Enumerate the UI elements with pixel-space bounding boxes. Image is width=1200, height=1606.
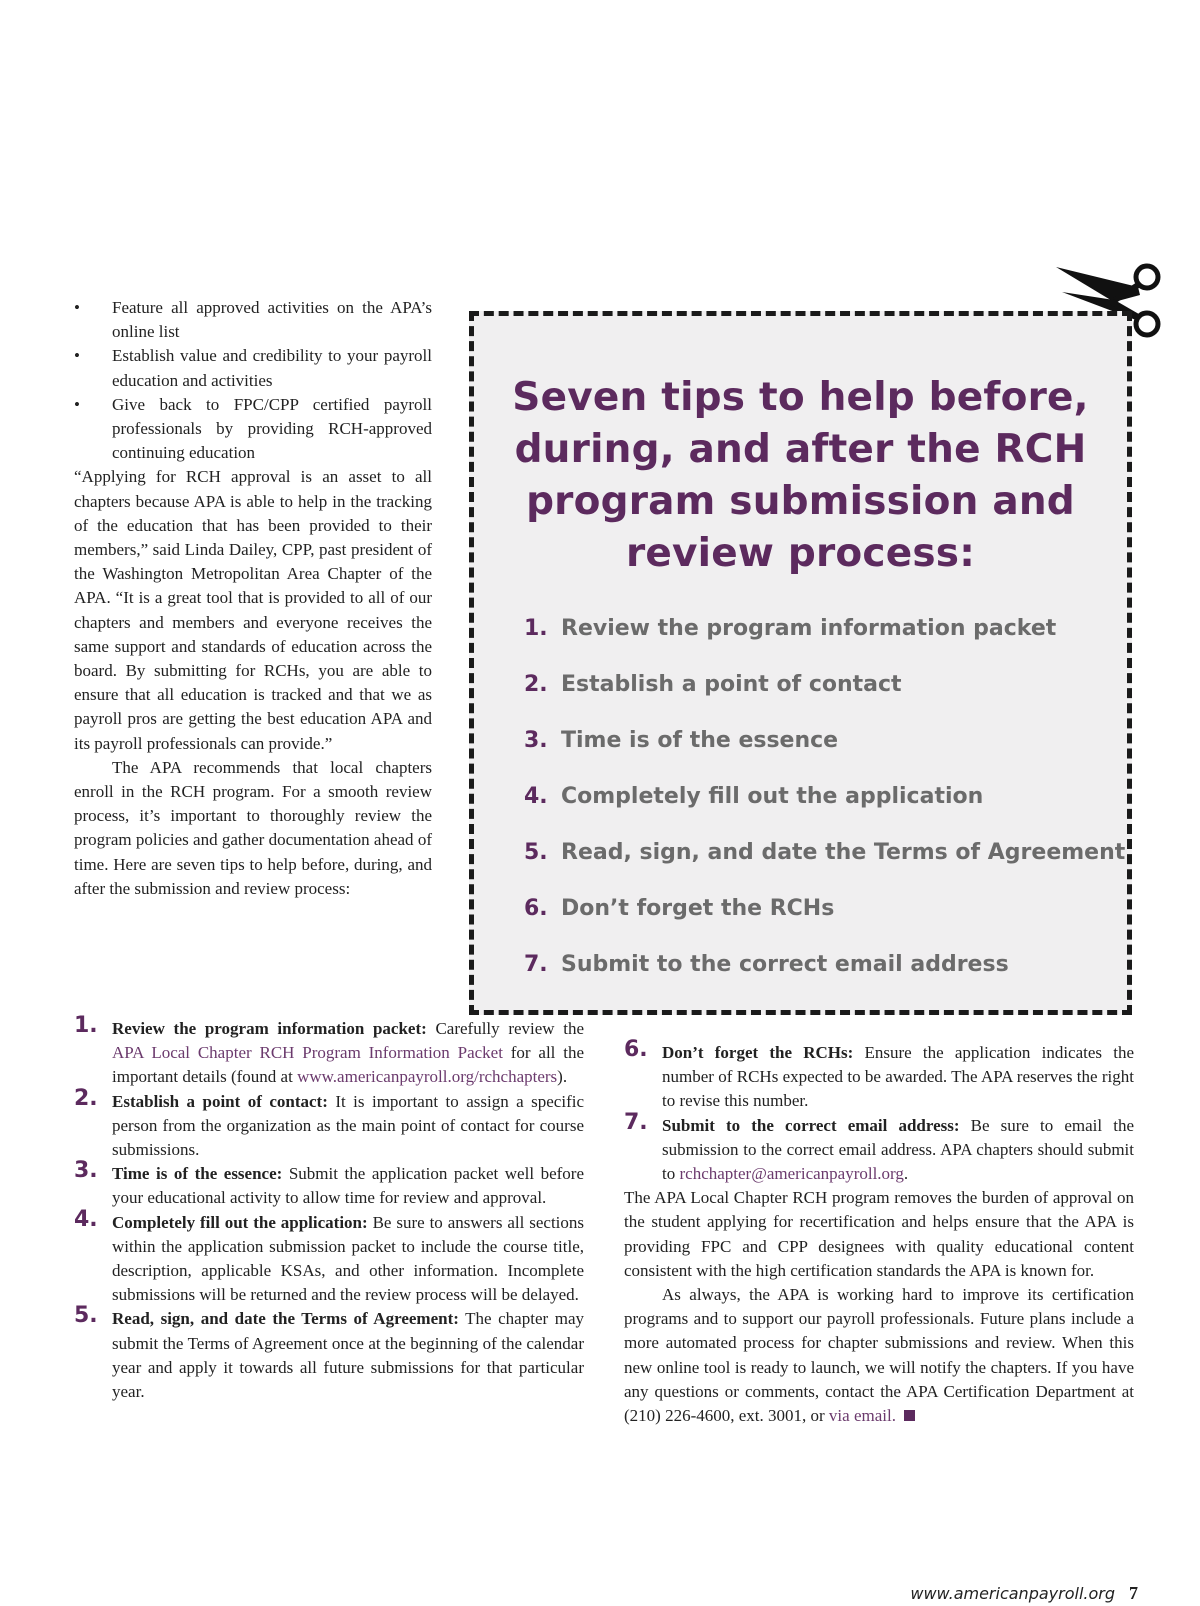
callout-tip-item — [524, 896, 1125, 952]
callout-tip-item — [524, 784, 1125, 840]
tip-number: 6. — [624, 1037, 648, 1062]
tip-6: 6. Don’t forget the RCHs: Ensure the application indicates the number of RCHs expected to be awarded. The APA reserves the right to revise this number. — [624, 1037, 1134, 1111]
tip-number: 6. — [524, 896, 548, 921]
tip-number: 2. — [74, 1085, 98, 1111]
bullet-icon: • — [74, 394, 80, 414]
closing-paragraph: The APA Local Chapter RCH program removes the burden of approval on the student applying for recertification and helps ensure that the APA is providing FPC and CPP designees with quality educational content consistent with the high certification standards the APA is known for. — [624, 1188, 1134, 1280]
tip-7: 7. Submit to the correct email address: Be sure to email the submission to the correct email address. APA chapters should submit to rchchapter@americanpayroll.org. — [624, 1109, 1134, 1184]
callout-tip-item — [524, 728, 1125, 784]
tip-text: Completely fill out the application — [561, 784, 984, 809]
benefit-item: • Give back to FPC/CPP certified payroll professionals by providing RCH-approved continuing education — [74, 394, 432, 463]
benefit-list — [74, 296, 432, 465]
page-number: 7 — [1129, 1583, 1138, 1603]
tip-5: 5. Read, sign, and date the Terms of Agreement: The chapter may submit the Terms of Agreement once at the beginning of the calendar year and apply it towards all future submissions for that particular year. — [74, 1303, 584, 1402]
tip-3: 3. Time is of the essence: Submit the application packet well before your educational activity to allow time for review and approval. — [74, 1158, 584, 1208]
rchchapters-url-link[interactable]: www.americanpayroll.org/rchchapters — [297, 1067, 558, 1087]
info-packet-link[interactable]: APA Local Chapter RCH Program Information Packet — [112, 1043, 503, 1063]
tip-heading: Read, sign, and date the Terms of Agreement: — [112, 1309, 459, 1329]
tip-text: Read, sign, and date the Terms of Agreement — [561, 840, 1126, 865]
tip-text: Time is of the essence — [561, 728, 839, 753]
tip-number: 7. — [524, 952, 548, 977]
tip-number: 7. — [624, 1109, 648, 1135]
tip-number: 3. — [524, 728, 548, 753]
callout-tip-item — [524, 672, 1125, 728]
quote-paragraph: “Applying for RCH approval is an asset to all chapters because APA is able to help in the tracking of the education that has been provided to their members,” said Linda Dailey, CPP, past president of the Washington Metropolitan Area Chapter of the APA. “It is a great tool that is provided to all of our chapters and members and everyone receives the same support and standards of education across the board. By submitting for RCHs, you are able to ensure that all education is tracked and that we as payroll pros are getting the best education APA and its payroll professionals can provide.” — [74, 467, 432, 753]
recommend-paragraph: The APA recommends that local chapters enroll in the RCH program. For a smooth review process, it’s important to thoroughly review the program policies and gather documentation ahead of time. Here are seven tips to help before, during, and after the submission and review process: — [74, 757, 432, 898]
tip-2: 2. Establish a point of contact: It is important to assign a specific person from the organization as the main point of contact for course submissions. — [74, 1085, 585, 1160]
callout-tip-list — [524, 616, 1125, 1008]
tip-heading: Review the program information packet: — [112, 1019, 427, 1038]
end-mark-icon — [904, 1410, 915, 1421]
tip-number: 3. — [74, 1158, 98, 1184]
tips-callout-box — [469, 311, 1132, 1015]
tip-number: 2. — [524, 672, 548, 697]
tip-number: 1. — [524, 616, 548, 641]
tip-heading: Time is of the essence: — [112, 1164, 283, 1184]
callout-tip-item — [524, 952, 1125, 1008]
via-email-link[interactable]: via email. — [828, 1406, 896, 1426]
tips-column-left — [74, 1013, 585, 1404]
tip-number: 5. — [74, 1303, 98, 1329]
tip-4: 4. Completely fill out the application: Be sure to answers all sections within the application submission packet to include the course title, description, applicable KSAs, and other information. Incomplete submissions will be returned and the review process will be delayed. — [74, 1206, 585, 1305]
tip-heading: Don’t forget the RCHs: — [662, 1043, 854, 1062]
tip-text: Don’t forget the RCHs — [561, 896, 835, 921]
tip-heading: Completely fill out the application: — [112, 1212, 368, 1232]
tip-text: Submit to the correct email address — [561, 952, 1009, 977]
footer-url: www.americanpayroll.org — [910, 1584, 1115, 1603]
tip-heading: Submit to the correct email address: — [662, 1115, 960, 1135]
closing-paragraph-2: As always, the APA is working hard to improve its certification programs and to support our payroll professionals. Future plans include a more automated process for chapter submissions and review. When this new online tool is ready to launch, we will notify the chapters. If you have any questions or comments, contact the APA Certification Department at (210) 226-4600, ext. 3001, or via email. — [624, 1285, 1134, 1426]
left-column-top — [74, 296, 432, 901]
tip-number: 5. — [524, 840, 548, 865]
email-link[interactable]: rchchapter@americanpayroll.org — [679, 1164, 904, 1184]
tip-text: Review the program information packet — [561, 616, 1057, 641]
callout-title: Seven tips to help before, during, and after the RCH program submission and review process: — [512, 375, 1089, 576]
tip-heading: Establish a point of contact: — [112, 1091, 328, 1111]
tip-text: Establish a point of contact — [561, 672, 902, 697]
tip-number: 4. — [524, 784, 548, 809]
bullet-icon: • — [74, 346, 80, 366]
tip-number: 4. — [74, 1206, 98, 1232]
benefit-item: • Feature all approved activities on the APA’s online list — [74, 298, 432, 342]
benefit-item: • Establish value and credibility to your payroll education and activities — [74, 346, 432, 390]
tip-1: 1. Review the program information packet: Carefully review the APA Local Chapter RCH Program Information Packet for all the important details (found at www.americanpayroll.org/rchchapters). — [74, 1013, 585, 1087]
page-footer — [910, 1583, 1138, 1604]
callout-tip-item — [524, 616, 1125, 672]
tips-column-right — [624, 1037, 1134, 1428]
bullet-icon: • — [74, 298, 80, 317]
callout-tip-item — [524, 840, 1125, 896]
tip-number: 1. — [74, 1013, 98, 1038]
